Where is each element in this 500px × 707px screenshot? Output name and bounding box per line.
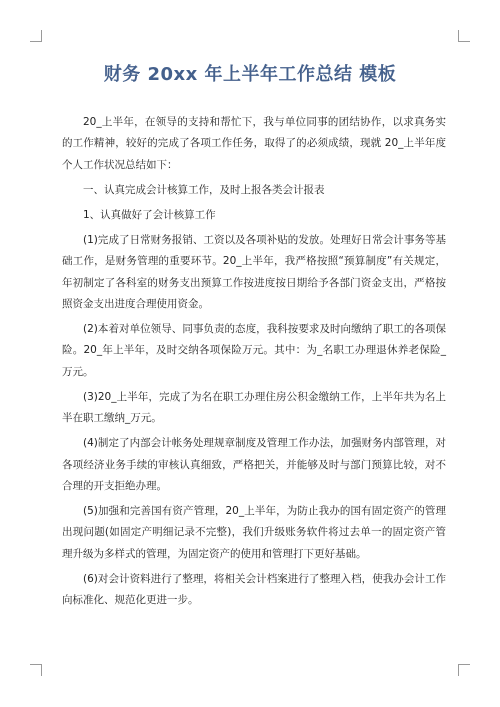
section-heading: 一、认真完成会计核算工作，及时上报各类会计报表 [83,183,325,196]
paragraph-item-6: (6)对会计资料进行了整理，将相关会计档案进行了整理入档，使我办会计工作向标准化、规范化更进一步。 [62,572,446,607]
document-body [62,112,446,615]
paragraph-item-5: (5)加强和完善国有资产管理，20_上半年，为防止我办的国有固定资产的管理出现问题(如固定产明细记录不完整)，我们升级账务软件将过去单一的固定资产管理升级为多样式的管理，为固定资产的使用和管理打下更好基础。 [62,505,446,560]
paragraph-item-4: (4)制定了内部会计帐务处理规章制度及管理工作办法，加强财务内部管理，对各项经济业务手续的审核认真细致，严格把关，并能够及时与部门预算比较，对不合理的开支拒绝办理。 [62,437,446,493]
subsection-heading: 1、认真做好了会计核算工作 [83,208,216,221]
paragraph-item-3: (3)20_上半年，完成了为名在职工办理住房公积金缴纳工作，上半年共为名上半在职工缴纳_万元。 [62,390,446,425]
crop-mark-top-left [30,30,42,42]
paragraph-item-1: (1)完成了日常财务报销、工资以及各项补贴的发放。处理好日常会计事务等基础工作，是财务管理的重要环节。20_上半年，我严格按照“预算制度”有关规定，年初制定了各科室的财务支出预算工作按进度按日期给予各部门资金支出，严格按照资金支出进度合理使用资金。 [62,233,446,311]
document-title: 财务 20xx 年上半年工作总结 模板 [103,64,397,85]
paragraph-intro: 20_上半年，在领导的支持和帮忙下，我与单位同事的团结协作，以求真务实的工作精神，较好的完成了各项工作任务，取得了的必须成绩，现就 20_上半年度个人工作状况总结如下： [62,116,446,171]
crop-mark-bottom-left [30,664,42,676]
paragraph-item-2: (2)本着对单位领导、同事负责的态度，我科按要求及时向缴纳了职工的各项保险。20_年上半年，及时交纳各项保险万元。其中：为_名职工办理退休养老保险_万元。 [62,323,446,378]
crop-mark-bottom-right [458,664,470,676]
crop-mark-top-right [458,30,470,42]
